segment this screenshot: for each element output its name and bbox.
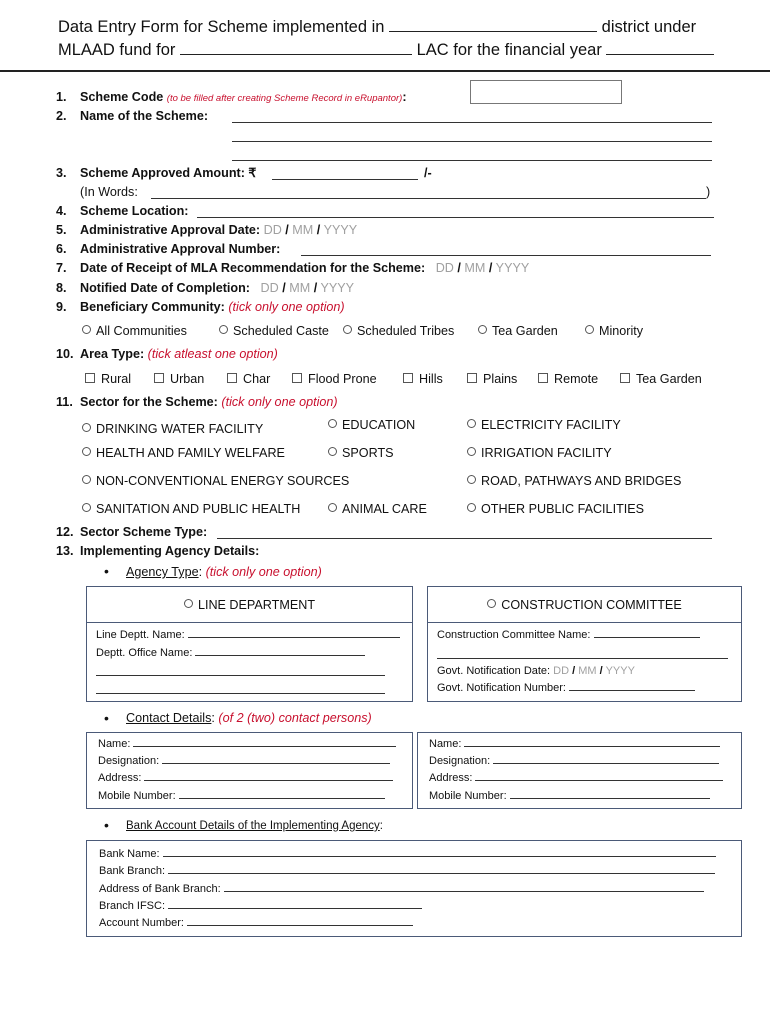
item-approval-date xyxy=(56,222,357,238)
checkbox-icon[interactable] xyxy=(538,373,548,383)
sector-label: Sector for the Scheme: xyxy=(80,395,218,409)
sector-option-education[interactable] xyxy=(328,417,415,433)
community-option-st[interactable] xyxy=(343,323,454,339)
title-divider xyxy=(0,70,770,72)
sector-hint: (tick only one option) xyxy=(221,395,338,409)
option-label: ANIMAL CARE xyxy=(342,502,427,516)
option-label: HEALTH AND FAMILY WELFARE xyxy=(96,446,285,460)
option-label: Tea Garden xyxy=(636,372,702,386)
bullet-icon: • xyxy=(104,817,109,833)
item-mla-recommendation-date xyxy=(56,260,529,276)
sector-option-sanitation[interactable] xyxy=(82,501,300,517)
date-mm-placeholder[interactable]: MM xyxy=(464,261,486,275)
radio-icon[interactable] xyxy=(467,447,476,456)
community-option-sc[interactable] xyxy=(219,323,329,339)
sector-option-animal-care[interactable] xyxy=(328,501,427,517)
sector-option-non-conventional-energy[interactable] xyxy=(82,473,349,489)
scheme-name-line-3[interactable] xyxy=(232,160,712,161)
date-dd-placeholder[interactable]: DD xyxy=(553,665,570,677)
option-label: Minority xyxy=(599,324,644,338)
cc-name-line-2[interactable] xyxy=(437,658,728,659)
contact1-designation-line[interactable] xyxy=(162,753,390,764)
radio-icon[interactable] xyxy=(467,475,476,484)
contact2-name-field xyxy=(429,736,720,754)
item-number: 9. xyxy=(56,300,67,314)
amount-in-words-label: (In Words: xyxy=(80,185,138,199)
contact2-address-field xyxy=(429,770,723,788)
checkbox-icon[interactable] xyxy=(403,373,413,383)
agency-type-row xyxy=(126,564,322,580)
option-label: Remote xyxy=(554,372,599,386)
bullet-icon: • xyxy=(104,710,109,726)
account-number-line[interactable] xyxy=(187,915,413,926)
area-option-remote[interactable] xyxy=(538,371,598,387)
bank-address-label: Address of Bank Branch: xyxy=(99,883,221,895)
district-blank[interactable] xyxy=(389,17,597,32)
date-mm-placeholder[interactable]: MM xyxy=(292,223,314,237)
branch-ifsc-field xyxy=(99,898,422,916)
date-yyyy-placeholder[interactable]: YYYY xyxy=(605,665,635,677)
area-option-plains[interactable] xyxy=(467,371,517,387)
date-dd-placeholder[interactable]: DD xyxy=(263,223,282,237)
sector-option-health[interactable] xyxy=(82,445,285,461)
contact-address-label: Address: xyxy=(98,772,142,784)
item-number: 2. xyxy=(56,109,67,123)
line-department-label: LINE DEPARTMENT xyxy=(197,598,316,612)
date-dd-placeholder[interactable]: DD xyxy=(260,281,279,295)
bank-branch-line[interactable] xyxy=(168,863,715,874)
bank-address-line[interactable] xyxy=(224,881,704,892)
fund-blank[interactable] xyxy=(180,40,412,55)
account-number-label: Account Number: xyxy=(99,917,184,929)
option-label: Flood Prone xyxy=(308,372,377,386)
item-implementing-agency xyxy=(56,543,259,559)
scheme-code-hint: (to be filled after creating Scheme Record in eRupantor) xyxy=(166,93,403,104)
form-title xyxy=(58,16,758,62)
approval-date-label: Administrative Approval Date: xyxy=(80,223,261,237)
area-option-rural[interactable] xyxy=(85,371,131,387)
item-number: 13. xyxy=(56,544,74,558)
govt-notification-date-label: Govt. Notification Date: xyxy=(437,665,551,677)
dept-office-name-field xyxy=(96,645,365,663)
area-option-urban[interactable] xyxy=(154,371,204,387)
scheme-code-input[interactable] xyxy=(470,80,622,104)
radio-icon[interactable] xyxy=(82,475,91,484)
item-scheme-location xyxy=(56,203,188,219)
option-label: ELECTRICITY FACILITY xyxy=(481,418,621,432)
date-separator: / xyxy=(316,223,321,237)
date-separator: / xyxy=(572,665,576,677)
item-area-type xyxy=(56,346,278,362)
colon: : xyxy=(198,565,203,579)
radio-icon[interactable] xyxy=(467,419,476,428)
agency-type-hint: (tick only one option) xyxy=(205,565,322,579)
community-option-minority[interactable] xyxy=(585,323,643,339)
option-label: Char xyxy=(243,372,271,386)
cc-name-line[interactable] xyxy=(594,627,700,638)
sector-option-other-public[interactable] xyxy=(467,501,644,517)
contact1-mobile-field xyxy=(98,788,385,806)
title-line2-start: MLAAD fund for xyxy=(58,41,176,59)
option-label: Hills xyxy=(419,372,443,386)
amount-suffix: /- xyxy=(424,166,432,180)
item-scheme-name xyxy=(56,108,208,124)
location-line[interactable] xyxy=(197,217,714,218)
line-dept-name-field xyxy=(96,627,400,645)
sector-option-irrigation[interactable] xyxy=(467,445,612,461)
contact1-name-field xyxy=(98,736,396,754)
radio-icon[interactable] xyxy=(82,325,91,334)
item-number: 4. xyxy=(56,204,67,218)
sector-option-road-pathways[interactable] xyxy=(467,473,681,489)
radio-icon[interactable] xyxy=(219,325,228,334)
colon: : xyxy=(379,820,383,832)
checkbox-icon[interactable] xyxy=(85,373,95,383)
sector-scheme-type-line[interactable] xyxy=(217,538,712,539)
option-label: Urban xyxy=(170,372,205,386)
item-sector xyxy=(56,394,338,410)
govt-notification-number-line[interactable] xyxy=(569,680,695,691)
scheme-code-label: Scheme Code xyxy=(80,90,164,104)
contact1-address-line[interactable] xyxy=(144,770,393,781)
sector-option-drinking-water[interactable] xyxy=(82,421,263,437)
line-dept-name-line[interactable] xyxy=(188,627,400,638)
bullet-icon: • xyxy=(104,563,109,579)
completion-date-label: Notified Date of Completion: xyxy=(80,281,251,295)
area-type-label: Area Type: xyxy=(80,347,145,361)
title-line2-mid: LAC for the financial year xyxy=(416,41,602,59)
item-beneficiary-community xyxy=(56,299,345,315)
radio-icon[interactable] xyxy=(328,447,337,456)
item-number: 1. xyxy=(56,90,67,104)
financial-year-blank[interactable] xyxy=(606,40,714,55)
contact-mobile-label: Mobile Number: xyxy=(429,790,507,802)
contact-address-label: Address: xyxy=(429,772,473,784)
date-separator: / xyxy=(599,665,603,677)
item-notified-completion xyxy=(56,280,354,296)
cc-name-field xyxy=(437,627,700,645)
bank-details-label: Bank Account Details of the Implementing Agency xyxy=(126,820,380,832)
beneficiary-label: Beneficiary Community: xyxy=(80,300,225,314)
title-line1-end: district under xyxy=(601,18,697,36)
bank-details-row xyxy=(126,818,383,834)
amount-in-words-close: ) xyxy=(706,185,711,199)
date-separator: / xyxy=(488,261,493,275)
radio-icon[interactable] xyxy=(184,599,193,608)
option-label: OTHER PUBLIC FACILITIES xyxy=(481,502,645,516)
branch-ifsc-line[interactable] xyxy=(168,898,422,909)
agency-type-label: Agency Type xyxy=(126,565,199,579)
option-label: IRRIGATION FACILITY xyxy=(481,446,612,460)
account-number-field xyxy=(99,915,413,933)
item-number: 5. xyxy=(56,223,67,237)
checkbox-icon[interactable] xyxy=(467,373,477,383)
option-label: Plains xyxy=(483,372,518,386)
dept-office-name-label: Deptt. Office Name: xyxy=(96,647,193,659)
item-approval-number xyxy=(56,241,280,257)
area-type-hint: (tick atleast one option) xyxy=(147,347,278,361)
date-yyyy-placeholder[interactable]: YYYY xyxy=(320,281,355,295)
contact2-designation-line[interactable] xyxy=(493,753,719,764)
bank-branch-field xyxy=(99,863,715,881)
bank-name-label: Bank Name: xyxy=(99,848,160,860)
dept-extra-line-2[interactable] xyxy=(96,693,385,694)
checkbox-icon[interactable] xyxy=(227,373,237,383)
contact-designation-label: Designation: xyxy=(98,755,160,767)
bank-address-field xyxy=(99,881,704,899)
sector-option-electricity[interactable] xyxy=(467,417,621,433)
item-number: 11. xyxy=(56,395,73,409)
govt-notification-number-field xyxy=(437,680,695,698)
cc-name-label: Construction Committee Name: xyxy=(437,629,591,641)
date-separator: / xyxy=(313,281,318,295)
contact2-name-line[interactable] xyxy=(464,736,720,747)
date-separator: / xyxy=(282,281,286,295)
bank-branch-label: Bank Branch: xyxy=(99,865,166,877)
line-dept-name-label: Line Deptt. Name: xyxy=(96,629,185,641)
item-number: 3. xyxy=(56,166,67,180)
amount-in-words-line[interactable] xyxy=(151,198,706,199)
contact-mobile-label: Mobile Number: xyxy=(98,790,176,802)
location-label: Scheme Location: xyxy=(80,204,189,218)
dept-office-name-line[interactable] xyxy=(195,645,365,656)
colon: : xyxy=(402,90,407,104)
item-number: 8. xyxy=(56,281,67,295)
area-option-tea-garden[interactable] xyxy=(620,371,702,387)
radio-icon[interactable] xyxy=(82,423,91,432)
radio-icon[interactable] xyxy=(82,447,91,456)
dept-extra-line-1[interactable] xyxy=(96,675,385,676)
approval-number-label: Administrative Approval Number: xyxy=(80,242,281,256)
branch-ifsc-label: Branch IFSC: xyxy=(99,900,166,912)
option-label: Scheduled Caste xyxy=(233,324,329,338)
date-dd-placeholder[interactable]: DD xyxy=(435,261,454,275)
item-number: 6. xyxy=(56,242,67,256)
contact-details-label: Contact Details xyxy=(126,711,212,725)
contact-details-hint: (of 2 (two) contact persons) xyxy=(218,711,372,725)
radio-icon[interactable] xyxy=(82,503,91,512)
title-line1-start: Data Entry Form for Scheme implemented in xyxy=(58,18,385,36)
beneficiary-hint: (tick only one option) xyxy=(228,300,345,314)
contact1-mobile-line[interactable] xyxy=(179,788,385,799)
contact1-address-field xyxy=(98,770,393,788)
option-label: All Communities xyxy=(96,324,187,338)
scheme-name-line-2[interactable] xyxy=(232,141,712,142)
option-label: DRINKING WATER FACILITY xyxy=(96,422,264,436)
contact-name-label: Name: xyxy=(98,738,131,750)
checkbox-icon[interactable] xyxy=(620,373,630,383)
radio-icon[interactable] xyxy=(478,325,487,334)
sector-option-sports[interactable] xyxy=(328,445,394,461)
govt-notification-date-field xyxy=(437,663,635,681)
mla-date-label: Date of Receipt of MLA Recommendation for the Scheme: xyxy=(80,261,426,275)
area-option-char[interactable] xyxy=(227,371,270,387)
date-mm-placeholder[interactable]: MM xyxy=(578,665,597,677)
radio-icon[interactable] xyxy=(585,325,594,334)
construction-committee-label: CONSTRUCTION COMMITTEE xyxy=(501,598,682,612)
date-separator: / xyxy=(285,223,289,237)
date-yyyy-placeholder[interactable]: YYYY xyxy=(495,261,530,275)
item-scheme-code xyxy=(56,89,407,107)
contact1-name-line[interactable] xyxy=(133,736,396,747)
approval-number-line[interactable] xyxy=(301,255,711,256)
radio-icon[interactable] xyxy=(343,325,352,334)
option-label: Rural xyxy=(101,372,132,386)
option-label: NON-CONVENTIONAL ENERGY SOURCES xyxy=(96,474,350,488)
contact2-designation-field xyxy=(429,753,719,771)
item-sector-scheme-type xyxy=(56,524,207,540)
bank-name-line[interactable] xyxy=(163,846,716,857)
contact1-designation-field xyxy=(98,753,390,771)
option-label: Tea Garden xyxy=(492,324,558,338)
scheme-name-line-1[interactable] xyxy=(232,122,712,123)
date-mm-placeholder[interactable]: MM xyxy=(289,281,311,295)
option-label: Scheduled Tribes xyxy=(357,324,455,338)
checkbox-icon[interactable] xyxy=(292,373,302,383)
radio-icon[interactable] xyxy=(467,503,476,512)
bank-name-field xyxy=(99,846,716,864)
radio-icon[interactable] xyxy=(328,419,337,428)
scheme-name-label: Name of the Scheme: xyxy=(80,109,209,123)
item-number: 12. xyxy=(56,525,74,539)
item-approved-amount xyxy=(56,165,256,181)
community-option-all[interactable] xyxy=(82,323,187,339)
contact2-address-line[interactable] xyxy=(475,770,723,781)
line-department-header[interactable] xyxy=(86,586,413,623)
contact-name-label: Name: xyxy=(429,738,462,750)
radio-icon[interactable] xyxy=(487,599,496,608)
implementing-agency-label: Implementing Agency Details: xyxy=(80,544,260,558)
amount-input-line[interactable] xyxy=(272,179,418,180)
option-label: ROAD, PATHWAYS AND BRIDGES xyxy=(481,474,682,488)
option-label: SPORTS xyxy=(342,446,394,460)
contact2-mobile-field xyxy=(429,788,710,806)
item-number: 7. xyxy=(56,261,67,275)
community-option-tea-garden[interactable] xyxy=(478,323,558,339)
option-label: EDUCATION xyxy=(342,418,416,432)
area-option-flood-prone[interactable] xyxy=(292,371,377,387)
contact2-mobile-line[interactable] xyxy=(510,788,710,799)
date-yyyy-placeholder[interactable]: YYYY xyxy=(323,223,358,237)
sector-scheme-type-label: Sector Scheme Type: xyxy=(80,525,208,539)
radio-icon[interactable] xyxy=(328,503,337,512)
date-separator: / xyxy=(457,261,461,275)
contact-details-row xyxy=(126,710,372,726)
colon: : xyxy=(211,711,215,725)
item-number: 10. xyxy=(56,347,74,361)
contact-designation-label: Designation: xyxy=(429,755,491,767)
construction-committee-header[interactable] xyxy=(427,586,742,623)
govt-notification-number-label: Govt. Notification Number: xyxy=(437,682,566,694)
area-option-hills[interactable] xyxy=(403,371,443,387)
checkbox-icon[interactable] xyxy=(154,373,164,383)
option-label: SANITATION AND PUBLIC HEALTH xyxy=(96,502,301,516)
amount-label: Scheme Approved Amount: ₹ xyxy=(80,166,257,180)
